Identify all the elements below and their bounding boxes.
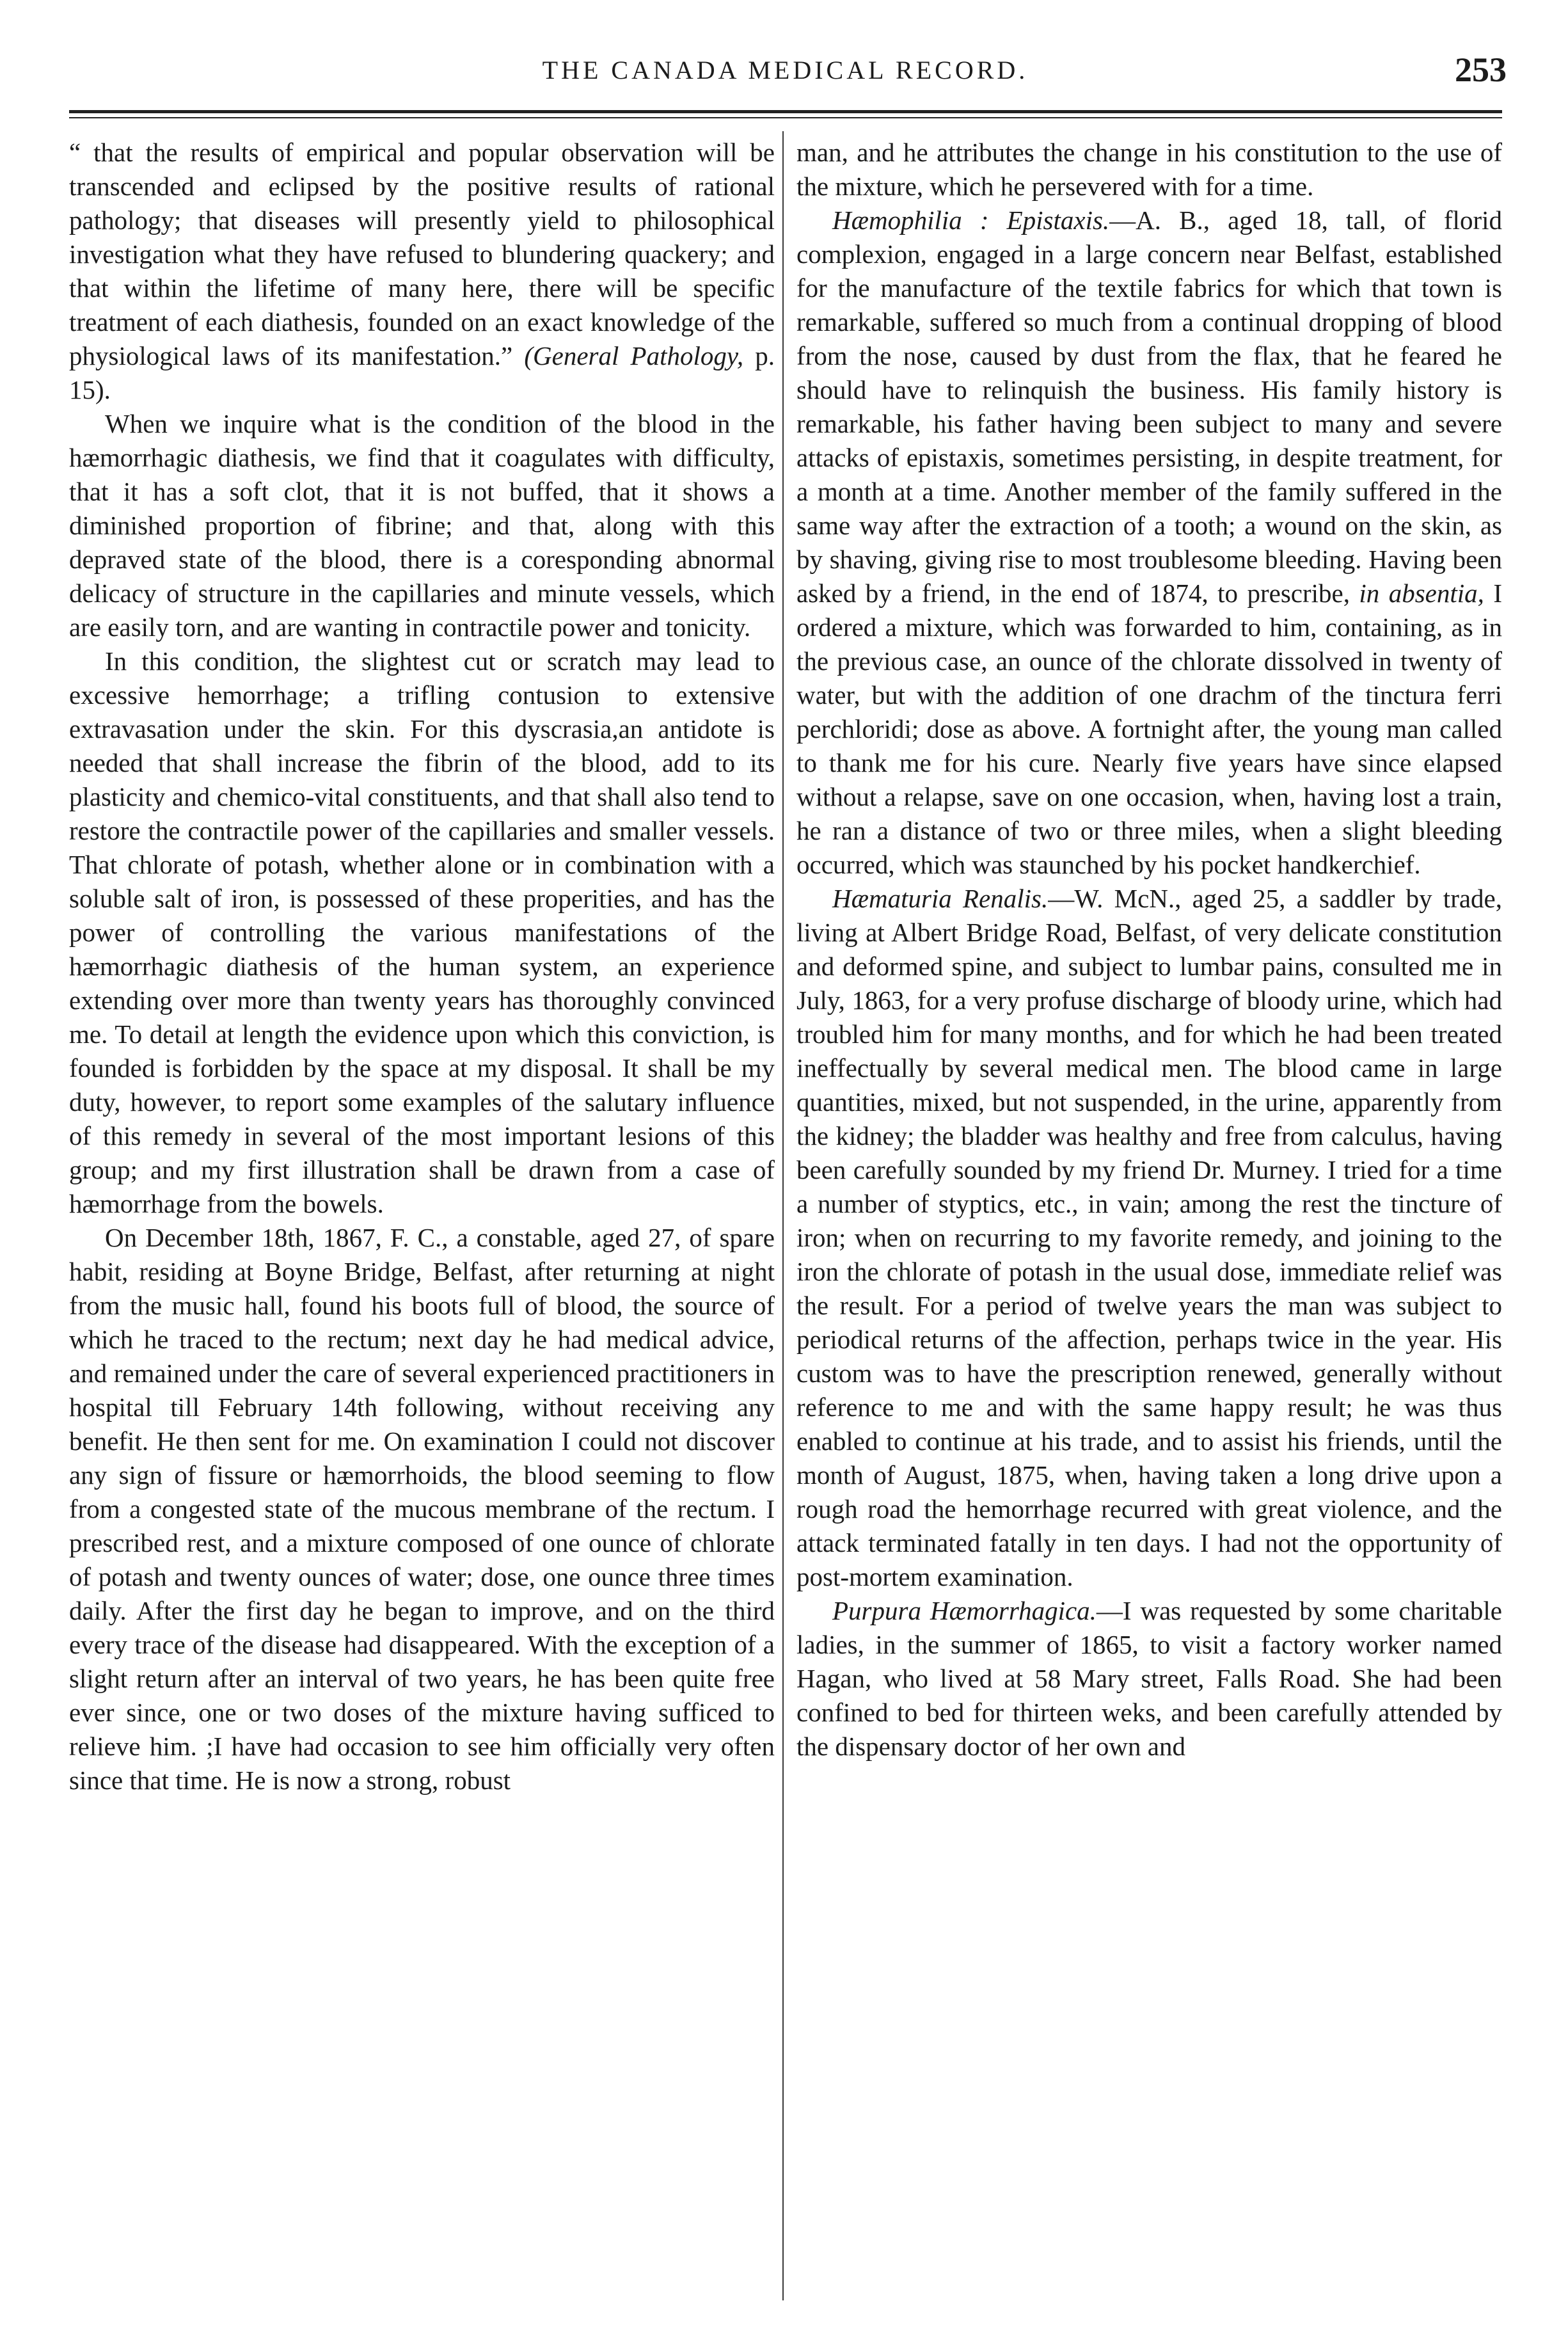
case-heading-purpura: Purpura Hæmorrhagica. xyxy=(832,1596,1097,1625)
case-heading-haemophilia: Hæmophilia : Epistaxis. xyxy=(832,205,1110,235)
citation-page: p. 15). xyxy=(69,341,775,404)
page-header xyxy=(64,50,1507,95)
column-divider xyxy=(782,131,784,2300)
case-text-haematuria: —W. McN., aged 25, a saddler by trade, living at Albert Bridge Road, Belfast, of very delicate constitution and deformed spine, and subject to lumbar pains, consulted me in July, 1863, for a very profuse discharge of bloody urine, which had troubled him for many months, and for which he had been treated ineffectually by several medical men. The blood came in large quantities, mixed, but not suspended, in the urine, apparently from the kidney; the bladder was healthy and free from calculus, having been carefully sounded by my friend Dr. Murney. I tried for a time a number of styptics, etc., in vain; among the rest the tincture of iron; when on recurring to my favorite remedy, and joining to the iron the chlorate of potash in the usual dose, immediate relief was the result. For a period of twelve years the man was subject to periodical returns of the affection, perhaps twice in the year. His custom was to have the prescription renewed, generally without reference to me and with the same happy result; he was thus enabled to continue at his trade, and to assist his friends, until the month of August, 1875, when, having taken a long drive upon a rough road the hemorrhage recurred with great violence, and the attack terminated fatally in ten days. I had not the opportunity of post-mortem examination. xyxy=(796,884,1502,1591)
citation-source: (General Pathology, xyxy=(524,341,744,370)
quotation-text: “ that the results of empirical and popular observation will be transcended and eclipsed by the positive results of rational pathology; that diseases will presently yield to philosophical investigation what they have refused to blundering quackery; and that within the lifetime of many here, there will be specific treatment of each diathesis, founded on an exact knowledge of the physiological laws of its manifestation.” xyxy=(69,138,775,370)
paragraph-case-constable: On December 18th, 1867, F. C., a constable, aged 27, of spare habit, residing at Boyne Bridge, Belfast, after returning at night from the music hall, found his boots full of blood, the source of which he traced to the rectum; next day he had medical advice, and remained under the care of several experienced practitioners in hospital till February 14th following, without receiving any benefit. He then sent for me. On examination I could not discover any sign of fissure or hæmorrhoids, the blood seeming to flow from a congested state of the mucous membrane of the rectum. I prescribed rest, and a mixture composed of one ounce of chlorate of potash and twenty ounces of water; dose, one ounce three times daily. After the first day he began to improve, and on the third every trace of the disease had disappeared. With the exception of a slight return after an interval of two years, he has been quite free ever since, one or two doses of the mixture having sufficed to relieve him. ;I have had occasion to see him officially very often since that time. He is now a strong, robust xyxy=(69,1223,775,1795)
left-column xyxy=(69,136,775,2298)
paragraph-haemophilia xyxy=(796,203,1502,882)
header-rule-thick xyxy=(69,110,1502,113)
case-text-purpura: —I was requested by some charitable ladies, in the summer of 1865, to visit a factory worker named Hagan, who lived at 58 Mary street, Falls Road. She had been confined to bed for thirteen weks, and been carefully attended by the dispensary doctor of her own and xyxy=(796,1596,1502,1761)
right-column xyxy=(796,136,1502,2298)
paragraph-continuation: man, and he attributes the change in his constitution to the use of the mixture, which he persevered with for a time. xyxy=(796,138,1502,201)
case-heading-haematuria: Hæmaturia Renalis. xyxy=(832,884,1049,913)
running-title: THE CANADA MEDICAL RECORD. xyxy=(542,56,1029,84)
page-number: 253 xyxy=(1455,51,1507,89)
paragraph-blood-condition: When we inquire what is the condition of the blood in the hæmorrhagic diathesis, we find that it coagulates with difficulty, that it has a soft clot, that it is not buffed, that it shows a diminished proportion of fibrine; and that, along with this depraved state of the blood, there is a coresponding abnormal delicacy of structure in the capillaries and minute vessels, which are easily torn, and are wanting in contractile power and tonicity. xyxy=(69,409,775,642)
header-rule-thin xyxy=(69,117,1502,118)
paragraph-purpura xyxy=(796,1594,1502,1764)
latin-phrase: in absentia, xyxy=(1359,578,1484,608)
paragraph-quotation xyxy=(69,136,775,407)
paragraph-haematuria xyxy=(796,882,1502,1594)
case-text-haemophilia-tail: I ordered a mixture, which was forwarded to him, containing, as in the previous case, an ounce of the chlorate dissolved in twenty of water, but with the addition of one drachm of the tinctura ferri perchloridi; dose as above. A fortnight after, the young man called to thank me for his cure. Nearly five years have since elapsed without a relapse, save on one occasion, when, having lost a train, he ran a distance of two or three miles, when a slight bleeding occurred, which was staunched by his pocket handkerchief. xyxy=(796,578,1502,879)
paragraph-antidote: In this condition, the slightest cut or scratch may lead to excessive hemorrhage; a trifling contusion to extensive extravasation under the skin. For this dyscrasia,an antidote is needed that shall increase the fibrin of the blood, add to its plasticity and chemico-vital constituents, and that shall also tend to restore the contractile power of the capillaries and smaller vessels. That chlorate of potash, whether alone or in combination with a soluble salt of iron, is possessed of these properities, and has the power of controlling the various manifestations of the hæmorrhagic diathesis of the human system, an experience extending over more than twenty years has thoroughly convinced me. To detail at length the evidence upon which this conviction, is founded is forbidden by the space at my disposal. It shall be my duty, however, to report some examples of the salutary influence of this remedy in several of the most important lesions of this group; and my first illustration shall be drawn from a case of hæmorrhage from the bowels. xyxy=(69,646,775,1218)
case-text-haemophilia: —A. B., aged 18, tall, of florid complexion, engaged in a large concern near Belfast, established for the manufacture of the textile fabrics for which that town is remarkable, suffered so much from a continual dropping of blood from the nose, caused by dust from the flax, that he feared he should have to relinquish the business. His family history is remarkable, his father having been subject to many and severe attacks of epistaxis, sometimes persisting, in despite treatment, for a month at a time. Another member of the family suffered in the same way after the extraction of a tooth; a wound on the skin, as by shaving, giving rise to most troublesome bleeding. Having been asked by a friend, in the end of 1874, to prescribe, xyxy=(796,205,1502,608)
